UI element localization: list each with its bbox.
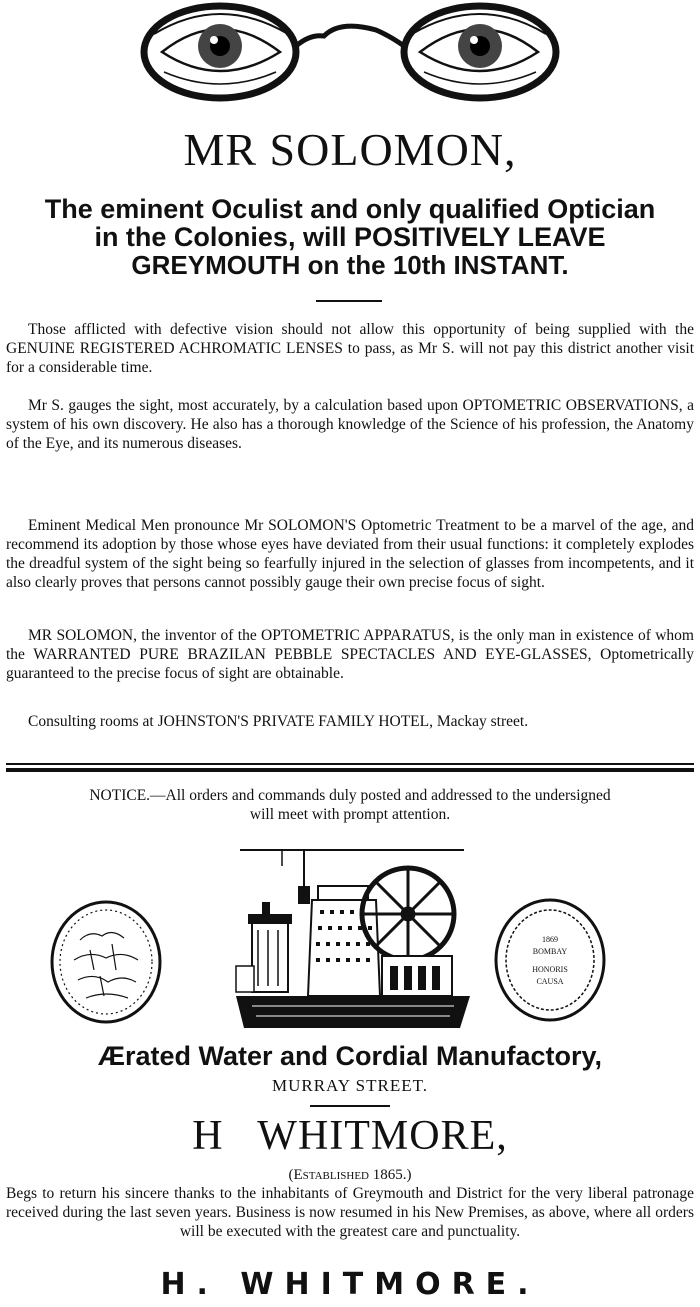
thanks-message: Begs to return his sincere thanks to the inhabitants of Greymouth and District for the very liberal patronage received during the last seven years. Business is now resumed in his New Premises, as above, where all orders will be executed with the greatest care and punctuality. [6, 1185, 694, 1240]
factory-machinery-illustration [232, 846, 474, 1032]
medal-line-4: CAUSA [536, 977, 564, 986]
paragraph-medical-men: Eminent Medical Men pronounce Mr SOLOMON'S Optometric Treatment to be a marvel of the age, and recommend its adoption by those whose eyes have deviated from their usual functions: it completely explodes the dreadful system of the sight being so fearfully injured in the selection of glasses from incompetents, and it also clearly proves that persons cannot possibly gauge their own precise focus of sight. [6, 517, 694, 591]
spectacles-with-eyes-illustration [140, 0, 560, 116]
right-lens [404, 6, 556, 98]
established-date: (Established 1865.) [288, 1167, 412, 1183]
left-lens [144, 6, 296, 98]
medal-line-2: BOMBAY [532, 947, 568, 956]
double-rule-bottom [6, 768, 694, 772]
short-divider-2 [310, 1105, 390, 1107]
notice-line-1: NOTICE.—All orders and commands duly posted and addressed to the undersigned [89, 787, 611, 804]
right-medal-illustration [494, 898, 606, 1022]
short-divider [316, 300, 382, 302]
left-medal-illustration [50, 900, 162, 1024]
paragraph-inventor: MR SOLOMON, the inventor of the OPTOMETRIC APPARATUS, is the only man in existence of whom the WARRANTED PURE BRAZILAN PEBBLE SPECTACLES AND EYE-GLASSES, Optometrically guaranteed to the precise focus of sight are obtainable. [6, 627, 694, 682]
medal-line-3: HONORIS [532, 965, 568, 974]
medal-line-1: 1869 [542, 935, 558, 944]
bridge [296, 26, 404, 46]
paragraph-consulting-rooms: Consulting rooms at JOHNSTON'S PRIVATE FAMILY HOTEL, Mackay street. [28, 713, 529, 730]
street-address: MURRAY STREET. [271, 1076, 428, 1095]
proprietor-name: H WHITMORE, [192, 1113, 508, 1159]
double-rule-top [6, 763, 694, 765]
page-title: MR SOLOMON, [183, 124, 517, 175]
tagline-line-3: GREYMOUTH on the 10th INSTANT. [131, 250, 569, 280]
business-heading: Ærated Water and Cordial Manufactory, [97, 1041, 603, 1071]
tagline-line-2: in the Colonies, will POSITIVELY LEAVE [94, 222, 606, 252]
paragraph-gauges: Mr S. gauges the sight, most accurately, by a calculation based upon OPTOMETRIC OBSERVATIONS, a system of his own discovery. He also has a thorough knowledge of the Science of his profession, the Anatomy of the Eye, and its numerous diseases. [6, 397, 694, 452]
signature-banner: H. WHITMORE. [160, 1267, 540, 1302]
tagline-line-1: The eminent Oculist and only qualified Optician [44, 194, 656, 224]
paragraph-vision: Those afflicted with defective vision should not allow this opportunity of being supplied with the GENUINE REGISTERED ACHROMATIC LENSES to pass, as Mr S. will not pay this district another visit for a considerable time. [6, 321, 694, 376]
notice-line-2: will meet with prompt attention. [249, 806, 451, 823]
